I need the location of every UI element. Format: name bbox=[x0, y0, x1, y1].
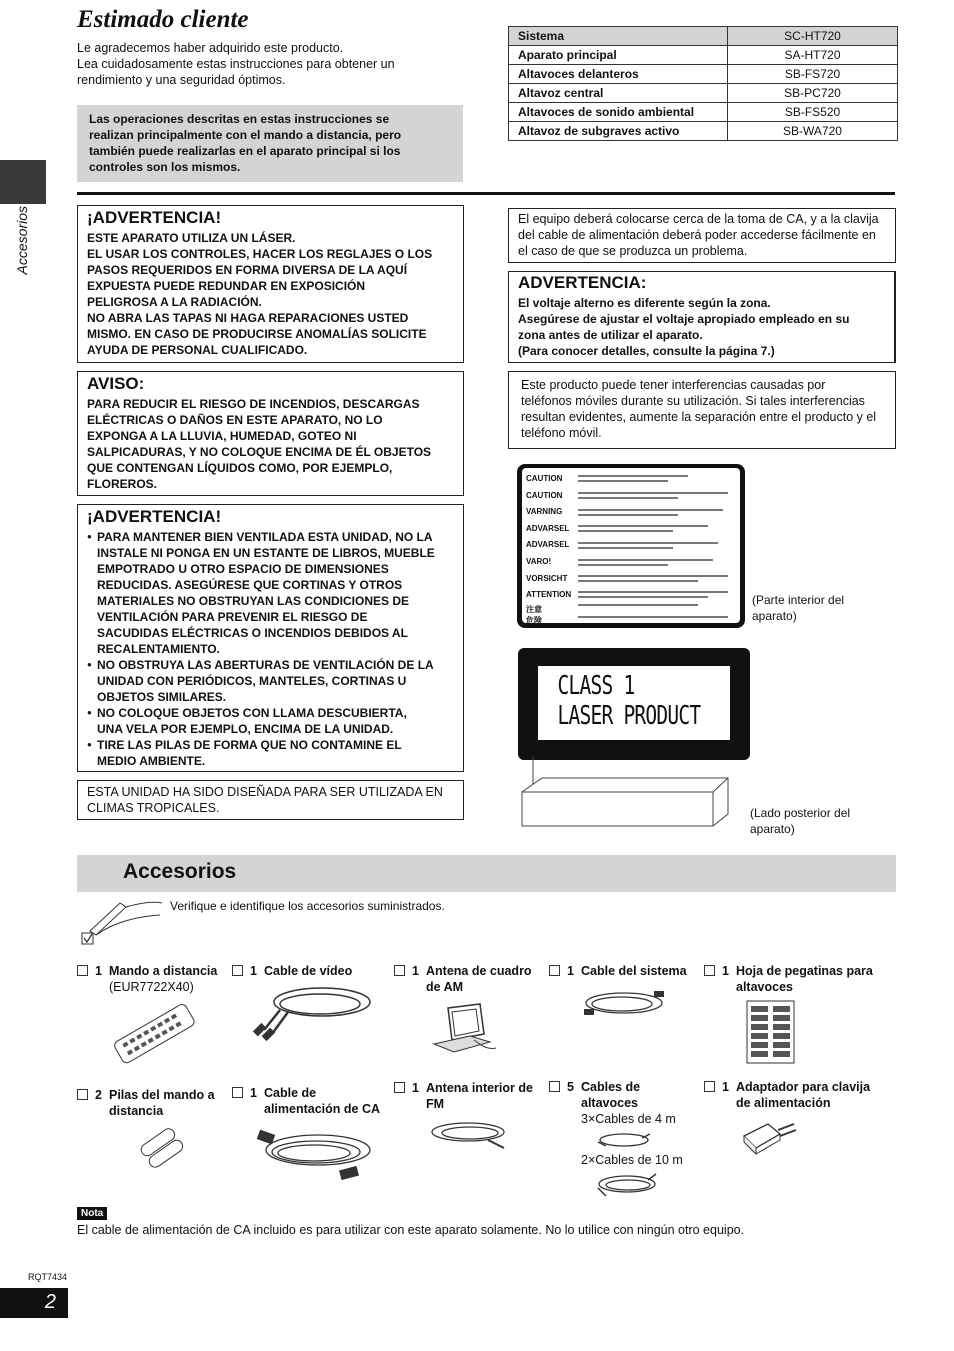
plug-adaptor-icon bbox=[738, 1116, 798, 1156]
list-item: ● PARA MANTENER BIEN VENTILADA ESTA UNIDAD, NO LA INSTALE NI PONGA EN UN ESTANTE DE LIBROS, MUEBLE EMPOTRADO U OTRO ESPACIO DE DIMENSIONES REDUCIDAS. ASEGÚRESE QUE CORTINAS Y OTROS MATERIALES NO OBSTRUYAN LAS CONDICIONES DE VENTILACIÓN PARA PREVENIR EL RIESGO DE SACUDIDAS ELÉCTRICAS O INCENDIOS DEBIDOS AL RECALENTAMIENTO. bbox=[87, 529, 454, 657]
device-illustration bbox=[518, 756, 758, 840]
page-title: Estimado cliente bbox=[77, 6, 249, 33]
table-row: Altavoces delanteros SB-FS720 bbox=[509, 65, 898, 84]
mobile-interference-note: Este producto puede tener interferencias causadas por teléfonos móviles durante su utilización. Si tales interferencias resultan evidentes, aumente la separación entre el producto y el teléfono móvil. bbox=[508, 371, 896, 449]
label-rows: CAUTION CAUTION VARNING ADVARSEL ADVARSEL VARO! VORSICHT ATTENTION 注意 危険 bbox=[526, 474, 572, 625]
sticker-sheet-icon bbox=[746, 1000, 796, 1064]
fm-antenna-icon bbox=[428, 1118, 513, 1152]
intro-text: Le agradecemos haber adquirido este producto. Lea cuidadosamente estas instrucciones para obtener un rendimiento y una seguridad óptimos. bbox=[77, 41, 395, 87]
aviso-box: AVISO: PARA REDUCIR EL RIESGO DE INCENDIOS, DESCARGAS ELÉCTRICAS O DAÑOS EN ESTE APARATO, NO LO EXPONGA A LA LLUVIA, HUMEDAD, GOTEO NI SALPICADURAS, Y NO COLOQUE ENCIMA DE ÉL OBJETOS QUE CONTENGAN LÍQUIDOS COMO, POR EJEMPLO, FLOREROS. bbox=[77, 371, 464, 496]
system-cable-icon bbox=[582, 985, 672, 1023]
checkbox[interactable] bbox=[394, 965, 405, 976]
ac-power-cable-icon bbox=[256, 1118, 376, 1190]
checkbox[interactable] bbox=[232, 965, 243, 976]
label-caption: (Parte interior del aparato) bbox=[752, 593, 845, 623]
pen-checkmark-icon bbox=[80, 895, 165, 947]
table-row: Aparato principal SA-HT720 bbox=[509, 46, 898, 65]
am-loop-antenna-icon bbox=[430, 1000, 500, 1058]
checkbox[interactable] bbox=[394, 1082, 405, 1093]
list-item: ● TIRE LAS PILAS DE FORMA QUE NO CONTAMINE EL MEDIO AMBIENTE. bbox=[87, 737, 454, 769]
checkbox[interactable] bbox=[549, 1081, 560, 1092]
class1-caption: (Lado posterior del aparato) bbox=[750, 806, 851, 836]
divider bbox=[77, 192, 895, 195]
section-tab bbox=[0, 160, 46, 204]
operations-note: Las operaciones descritas en estas instrucciones se realizan principalmente con el mando a distancia, pero también puede realizarlas en el aparato principal si los controles son los mismos. bbox=[77, 105, 463, 182]
verify-text: Verifique e identifique los accesorios suministrados. bbox=[170, 899, 445, 913]
table-row: Sistema SC-HT720 bbox=[509, 27, 898, 46]
model-table bbox=[508, 26, 898, 141]
ventilation-warning-box: ¡ADVERTENCIA! ● PARA MANTENER BIEN VENTILADA ESTA UNIDAD, NO LA INSTALE NI PONGA EN UN ESTANTE DE LIBROS, MUEBLE EMPOTRADO U OTRO ESPACIO DE DIMENSIONES REDUCIDAS. ASEGÚRESE QUE CORTINAS Y OTROS MATERIALES NO OBSTRUYAN LAS CONDICIONES DE VENTILACIÓN PARA PREVENIR EL RIESGO DE SACUDIDAS ELÉCTRICAS O INCENDIOS DEBIDOS AL RECALENTAMIENTO. ● NO OBSTRUYA LAS ABERTURAS DE VENTILACIÓN DE LA UNIDAD CON PERIÓDICOS, MANTELES, CORTINAS U OBJETOS SIMILARES. ● NO COLOQUE OBJETOS CON LLAMA DESCUBIERTA, UNA VELA POR EJEMPLO, ENCIMA DE LA UNIDAD. ● TIRE LAS PILAS DE FORMA QUE NO CONTAMINE EL MEDIO AMBIENTE. bbox=[77, 504, 464, 772]
page-number: 2 bbox=[0, 1288, 68, 1318]
checkbox[interactable] bbox=[232, 1087, 243, 1098]
checkbox[interactable] bbox=[549, 965, 560, 976]
list-item: ● NO COLOQUE OBJETOS CON LLAMA DESCUBIERTA, UNA VELA POR EJEMPLO, ENCIMA DE LA UNIDAD. bbox=[87, 705, 454, 737]
voltage-warning-box: ADVERTENCIA: El voltaje alterno es diferente según la zona. Asegúrese de ajustar el voltaje apropiado empleado en su zona antes de utilizar el aparato. (Para conocer detalles, consulte la página 7.) bbox=[508, 271, 896, 363]
accessories-header: Accesorios bbox=[77, 855, 896, 892]
remote-control-icon bbox=[112, 1000, 197, 1070]
laser-warning-box: ¡ADVERTENCIA! ESTE APARATO UTILIZA UN LÁSER. EL USAR LOS CONTROLES, HACER LOS REGLAJES O LOS PASOS REQUERIDOS EN FORMA DIVERSA DE LA AQUÍ EXPUESTA PUEDE REDUNDAR EN EXPOSICIÓN PELIGROSA A LA RADIACIÓN. NO ABRA LAS TAPAS NI HAGA REPARACIONES USTED MISMO. EN CASO DE PRODUCIRSE ANOMALÍAS SOLICITE AYUDA DE PERSONAL CUALIFICADO. bbox=[77, 205, 464, 363]
document-code: RQT7434 bbox=[28, 1272, 68, 1282]
checkbox[interactable] bbox=[77, 1089, 88, 1100]
speaker-cable-long-icon bbox=[594, 1170, 660, 1200]
outlet-note: El equipo deberá colocarse cerca de la toma de CA, y a la clavija del cable de alimentación deberá poder accederse fácilmente en el caso de que se produzca un problema. bbox=[508, 208, 896, 263]
laser-caution-label bbox=[517, 464, 745, 628]
checkbox[interactable] bbox=[704, 1081, 715, 1092]
table-row: Altavoz central SB-PC720 bbox=[509, 84, 898, 103]
nota-text: El cable de alimentación de CA incluido es para utilizar con este aparato solamente. No lo utilice con ningún otro equipo. bbox=[77, 1223, 745, 1237]
table-row: Altavoz de subgraves activo SB-WA720 bbox=[509, 122, 898, 141]
sidebar-label: Accesorios bbox=[14, 206, 30, 275]
checkbox[interactable] bbox=[704, 965, 715, 976]
nota-badge: Nota bbox=[77, 1207, 107, 1220]
tropical-note: ESTA UNIDAD HA SIDO DISEÑADA PARA SER UTILIZADA EN CLIMAS TROPICALES. bbox=[77, 780, 464, 820]
speaker-cable-short-icon bbox=[594, 1130, 654, 1150]
video-cable-icon bbox=[250, 982, 375, 1044]
batteries-icon bbox=[138, 1124, 188, 1168]
class1-label: CLASS 1 LASER PRODUCT bbox=[518, 648, 750, 760]
table-row: Altavoces de sonido ambiental SB-FS520 bbox=[509, 103, 898, 122]
list-item: ● NO OBSTRUYA LAS ABERTURAS DE VENTILACIÓN DE LA UNIDAD CON PERIÓDICOS, MANTELES, CORTINAS U OBJETOS SIMILARES. bbox=[87, 657, 454, 705]
checkbox[interactable] bbox=[77, 965, 88, 976]
label-fine-print bbox=[578, 471, 738, 621]
